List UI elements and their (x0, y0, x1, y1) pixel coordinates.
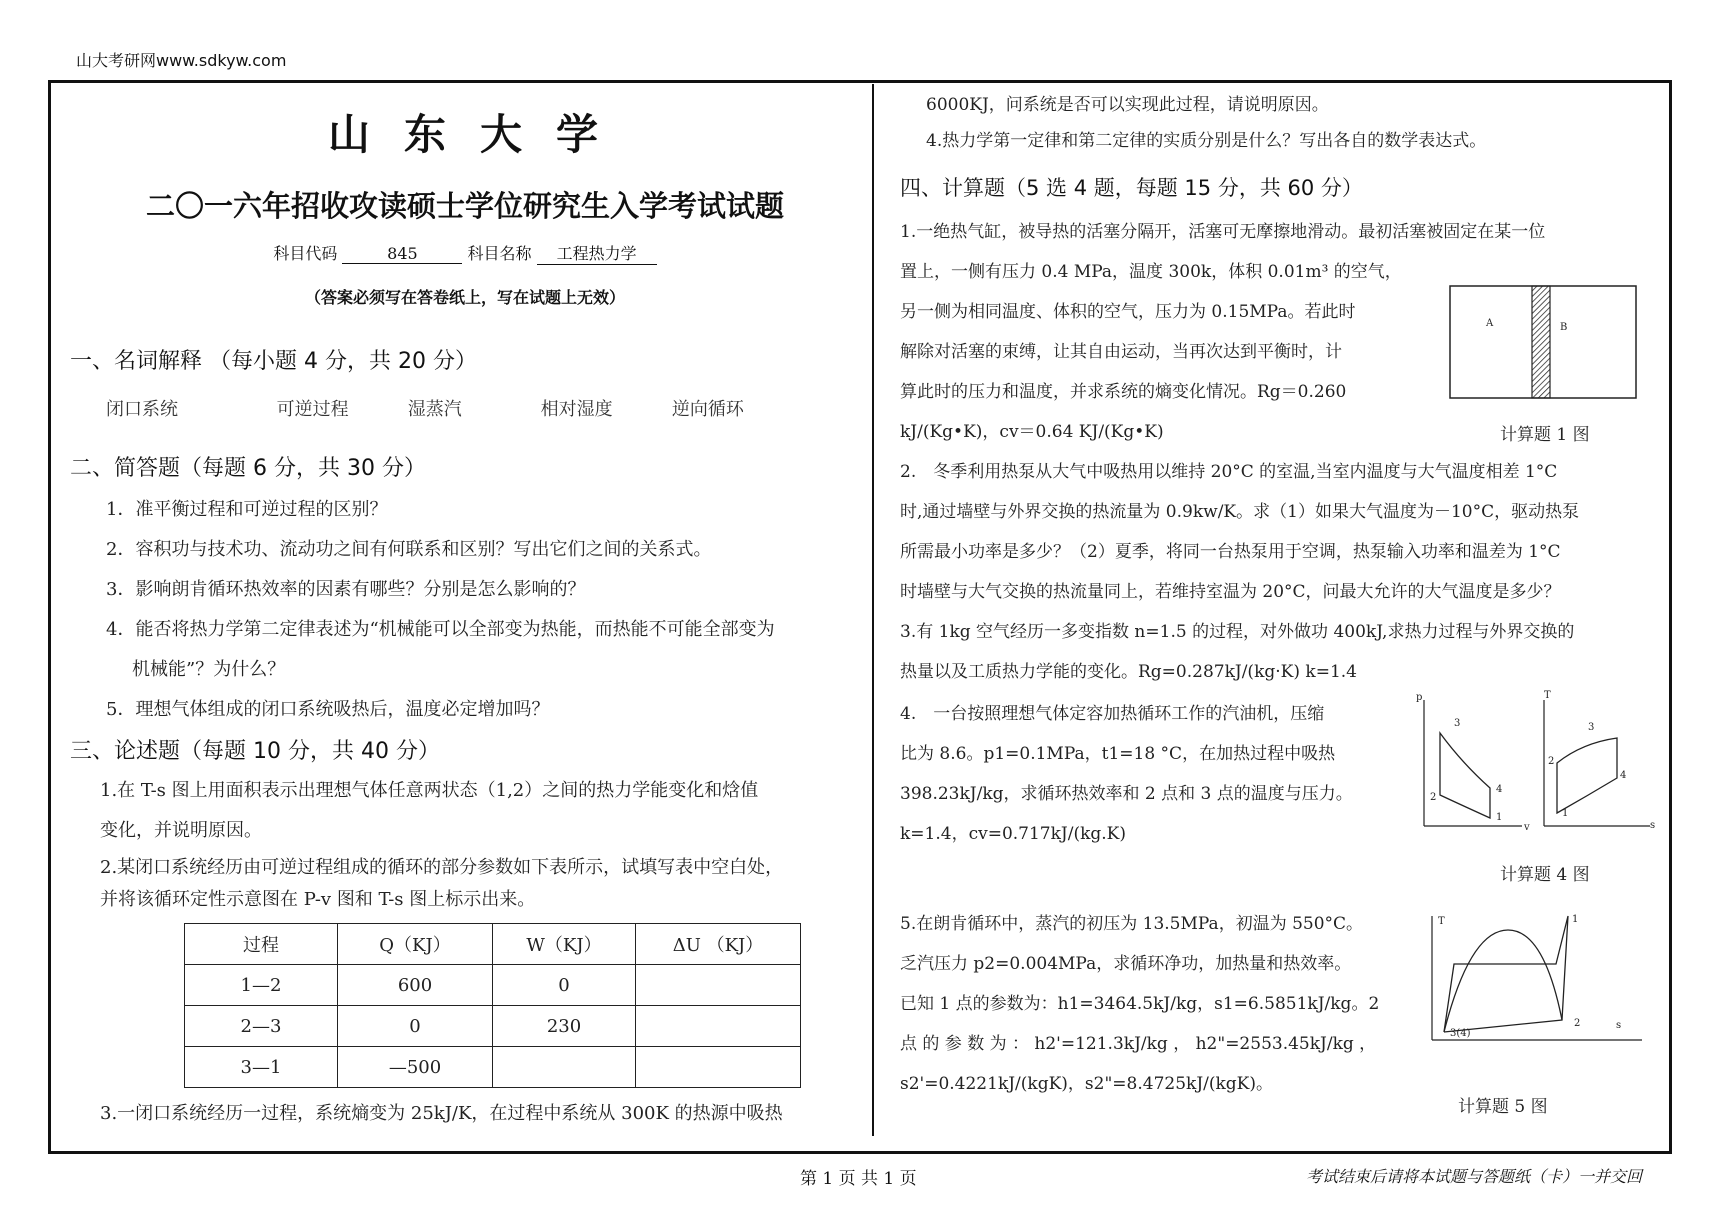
section-4-title: 四、计算题（5 选 4 题，每题 15 分，共 60 分） (900, 176, 1363, 200)
question-line: 4.热力学第一定律和第二定律的实质分别是什么？写出各自的数学表达式。 (926, 131, 1487, 151)
saturation-dome (1444, 930, 1562, 1032)
table-cell: 0 (493, 965, 636, 1006)
question (70, 610, 860, 690)
question-line: 算此时的压力和温度，并求系统的熵变化情况。Rg＝0.260 (900, 382, 1347, 402)
question-line: 乏汽压力 p2=0.004MPa，求循环净功，加热量和热效率。 (900, 954, 1352, 974)
table-cell (636, 1006, 801, 1047)
question-line: 时,通过墙壁与外界交换的热流量为 0.9kw/K。求（1）如果大气温度为－10°C，驱动热泵 (900, 502, 1580, 522)
term-list (106, 395, 860, 421)
question-line: 所需最小功率是多少？（2）夏季，将同一台热泵用于空调，热泵输入功率和温差为 1°C (900, 542, 1561, 562)
figure-1-cylinder (1448, 284, 1640, 402)
question-line: 3.有 1kg 空气经历一多变指数 n=1.5 的过程，对外做功 400kJ,求热力过程与外界交换的 (900, 622, 1575, 642)
question-line: s2'=0.4221kJ/(kgK)，s2"=8.4725kJ/(kgK)。 (900, 1074, 1274, 1094)
term: 湿蒸汽 (407, 399, 462, 420)
table-row (185, 965, 801, 1006)
left-column (70, 88, 860, 1134)
question-line: 变化，并说明原因。 (100, 820, 262, 841)
table-header: ΔU （KJ） (636, 924, 801, 965)
question: 2．容积功与技术功、流动功之间有何联系和区别？写出它们之间的关系式。 (106, 539, 712, 560)
table-header: Q（KJ） (338, 924, 493, 965)
point-label: 3(4) (1450, 1028, 1471, 1039)
table-cell (636, 965, 801, 1006)
question-line: 已知 1 点的参数为：h1=3464.5kJ/kg，s1=6.5851kJ/kg。2 (900, 994, 1380, 1014)
term: 可逆过程 (276, 399, 349, 420)
question-line: k=1.4，cv=0.717kJ/(kg.K) (900, 824, 1127, 844)
question-line: 6000KJ，问系统是否可以实现此过程，请说明原因。 (926, 95, 1329, 115)
subject-line (70, 241, 860, 265)
term: 闭口系统 (106, 399, 178, 420)
section-2-title: 二、简答题（每题 6 分，共 30 分） (70, 456, 426, 481)
question-line: 2.某闭口系统经历由可逆过程组成的循环的部分参数如下表所示，试填写表中空白处， (100, 857, 784, 878)
page-number: 第 1 页 共 1 页 (800, 1169, 917, 1189)
question-line: 热量以及工质热力学能的变化。Rg=0.287kJ/(kg·K) k=1.4 (900, 662, 1357, 682)
question: 5．理想气体组成的闭口系统吸热后，温度必定增加吗？ (106, 699, 550, 720)
question-line: 机械能”？为什么？ (132, 659, 286, 680)
question-line: 比为 8.6。p1=0.1MPa，t1=18 °C，在加热过程中吸热 (900, 744, 1336, 764)
figure-4-caption: 计算题 4 图 (1500, 865, 1590, 885)
code-value: 845 (342, 244, 462, 264)
axis-label: T (1544, 690, 1551, 701)
watermark: 山大考研网www.sdkyw.com (76, 51, 287, 70)
piston (1532, 286, 1550, 398)
question-line: 点 的 参 数 为 ： h2'=121.3kJ/kg ， h2"=2553.45kJ/kg ， (900, 1034, 1377, 1054)
question-line: 4．能否将热力学第二定律表述为“机械能可以全部变为热能，而热能不可能全部变为 (106, 619, 775, 640)
chamber-label: B (1560, 322, 1568, 333)
question-line: 置上，一侧有压力 0.4 MPa，温度 300k，体积 0.01m³ 的空气， (900, 262, 1402, 282)
figure-5-caption: 计算题 5 图 (1458, 1097, 1548, 1117)
calc-question-3 (900, 612, 1670, 692)
question-line: 并将该循环定性示意图在 P-v 图和 T-s 图上标示出来。 (100, 889, 536, 910)
axis-label: v (1524, 822, 1530, 833)
axis-label: s (1616, 1020, 1622, 1031)
question-line: 1.在 T-s 图上用面积表示出理想气体任意两状态（1,2）之间的热力学能变化和焓值 (100, 780, 759, 801)
chamber-label: A (1486, 318, 1494, 329)
table-cell (493, 1047, 636, 1088)
question-line: 解除对活塞的束缚，让其自由运动，当再次达到平衡时，计 (900, 342, 1342, 362)
point-label: 4 (1496, 784, 1503, 795)
question-line: 另一侧为相同温度、体积的空气，压力为 0.15MPa。若此时 (900, 302, 1356, 322)
point-label: 1 (1562, 808, 1569, 819)
axis-label: T (1438, 916, 1445, 927)
figure-1-caption: 计算题 1 图 (1500, 425, 1590, 445)
section-3-title: 三、论述题（每题 10 分，共 40 分） (70, 739, 440, 764)
section-1-title: 一、名词解释 （每小题 4 分，共 20 分） (70, 349, 477, 374)
table-cell: 2—3 (185, 1006, 338, 1047)
point-label: 1 (1572, 914, 1579, 925)
table-cell: 230 (493, 1006, 636, 1047)
pv-diagram (1416, 692, 1530, 833)
point-label: 3 (1454, 718, 1461, 729)
question-line: 3.一闭口系统经历一过程，系统熵变为 25kJ/K，在过程中系统从 300K 的热源中吸热 (100, 1103, 783, 1124)
term: 逆向循环 (671, 399, 744, 420)
table-row (185, 1006, 801, 1047)
footer-note: 考试结束后请将本试题与答题纸（卡）一并交回 (1306, 1167, 1643, 1186)
term: 相对湿度 (540, 399, 613, 420)
table-header: W（KJ） (493, 924, 636, 965)
point-label: 2 (1574, 1018, 1581, 1029)
table-cell: 600 (338, 965, 493, 1006)
axis-label: s (1650, 820, 1656, 831)
question-line: 时墙壁与大气交换的热流量同上，若维持室温为 20°C，问最大允许的大气温度是多少？ (900, 582, 1561, 602)
question: 1．准平衡过程和可逆过程的区别？ (106, 499, 388, 520)
table-cell: 3—1 (185, 1047, 338, 1088)
column-divider (872, 84, 874, 1136)
table-header-row (185, 924, 801, 965)
ts-diagram (1544, 690, 1655, 831)
name-label: 科目名称 (467, 244, 532, 263)
table-cell: 1—2 (185, 965, 338, 1006)
point-label: 2 (1430, 792, 1437, 803)
table-cell: —500 (338, 1047, 493, 1088)
figure-4-diagrams (1412, 688, 1657, 836)
point-label: 4 (1620, 770, 1627, 781)
question-line: 1.一绝热气缸，被导热的活塞分隔开，活塞可无摩擦地滑动。最初活塞被固定在某一位 (900, 222, 1546, 242)
axis-label: p (1416, 692, 1423, 703)
table-cell: 0 (338, 1006, 493, 1047)
question-line: 4. 一台按照理想气体定容加热循环工作的汽油机，压缩 (900, 704, 1325, 724)
table-cell (636, 1047, 801, 1088)
calc-question-2 (900, 452, 1670, 612)
question-line: 398.23kJ/kg，求循环热效率和 2 点和 3 点的温度与压力。 (900, 784, 1353, 804)
question-line: 2. 冬季利用热泵从大气中吸热用以维持 20°C 的室温,当室内温度与大气温度相差 1°C (900, 462, 1558, 482)
question: 3．影响朗肯循环热效率的因素有哪些？分别是怎么影响的？ (106, 579, 586, 600)
table-header: 过程 (185, 924, 338, 965)
process-table (184, 923, 801, 1088)
point-label: 2 (1548, 756, 1555, 767)
answer-note: （答案必须写在答卷纸上，写在试题上无效） (304, 288, 625, 307)
name-value: 工程热力学 (537, 241, 657, 265)
point-label: 3 (1588, 722, 1595, 733)
question-line: 5.在朗肯循环中，蒸汽的初压为 13.5MPa，初温为 550°C。 (900, 914, 1364, 934)
university-name: 山东大学 (327, 110, 632, 159)
table-row (185, 1047, 801, 1088)
question-line: kJ/(Kg•K)，cv＝0.64 KJ/(Kg•K) (900, 422, 1164, 442)
point-label: 1 (1496, 812, 1503, 823)
figure-5-rankine (1420, 908, 1650, 1050)
exam-title: 二〇一六年招收攻读硕士学位研究生入学考试试题 (145, 189, 784, 223)
code-label: 科目代码 (273, 244, 338, 263)
